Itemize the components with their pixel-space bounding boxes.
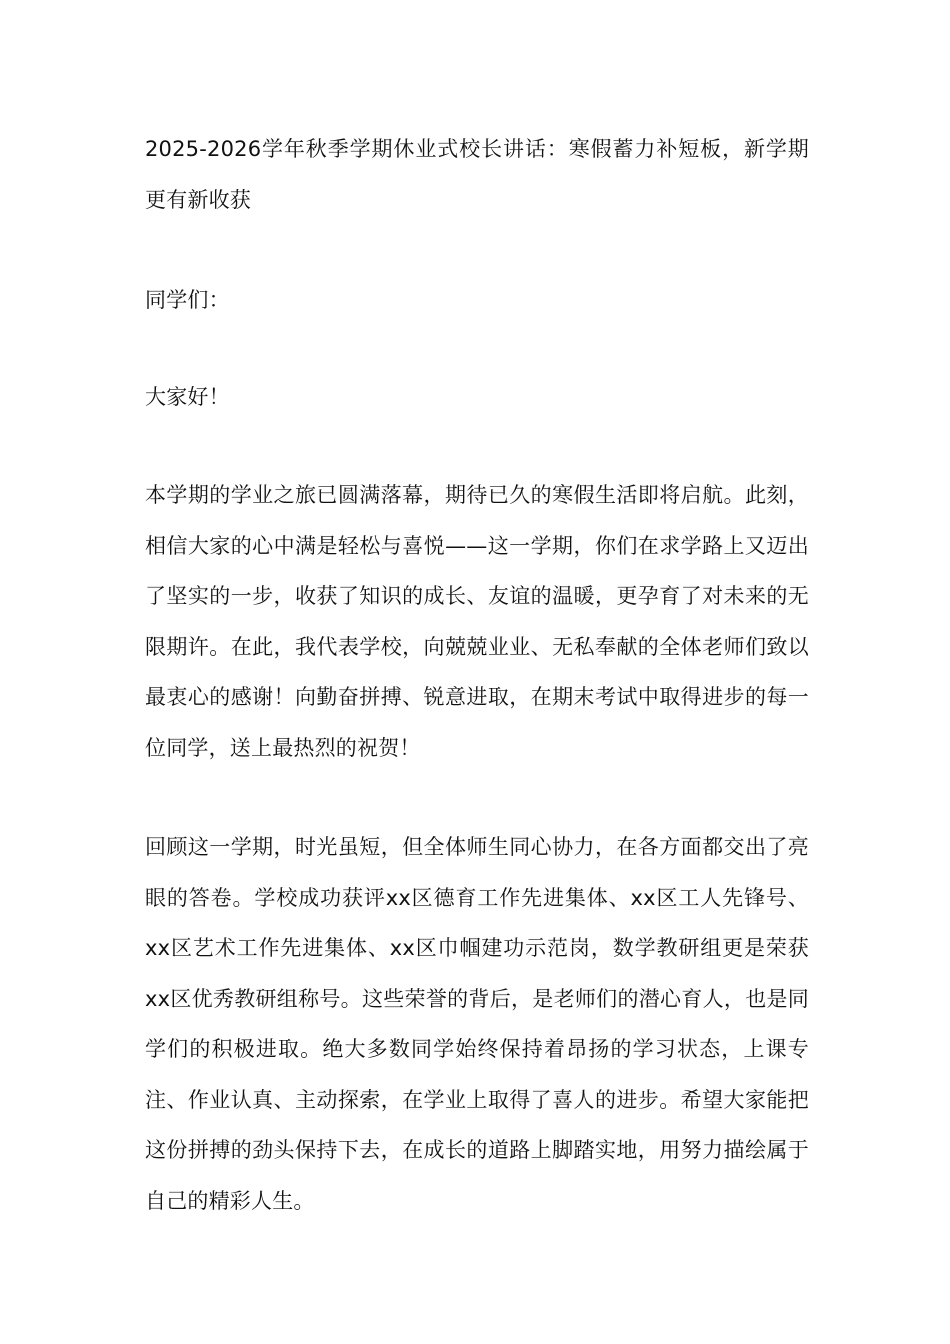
document-title: 2025-2026学年秋季学期休业式校长讲话：寒假蓄力补短板，新学期更有新收获: [145, 137, 809, 212]
paragraph-1: 本学期的学业之旅已圆满落幕，期待已久的寒假生活即将启航。此刻，相信大家的心中满是轻松与喜悦——这一学期，你们在求学路上又迈出了坚实的一步，收获了知识的成长、友谊的温暖，更孕育了对未来的无限期许。在此，我代表学校，向兢兢业业、无私奉献的全体老师们致以最衷心的感谢！向勤奋拼搏、锐意进取，在期末考试中取得进步的每一位同学，送上最热烈的祝贺！: [145, 483, 809, 760]
paragraph-2: 回顾这一学期，时光虽短，但全体师生同心协力，在各方面都交出了亮眼的答卷。学校成功获评xx区德育工作先进集体、xx区工人先锋号、xx区艺术工作先进集体、xx区巾帼建功示范岗，数学教研组更是荣获xx区优秀教研组称号。这些荣誉的背后，是老师们的潜心育人，也是同学们的积极进取。绝大多数同学始终保持着昂扬的学习状态，上课专注、作业认真、主动探索，在学业上取得了喜人的进步。希望大家能把这份拼搏的劲头保持下去，在成长的道路上脚踏实地，用努力描绘属于自己的精彩人生。: [145, 835, 809, 1213]
greeting: 大家好！: [145, 384, 230, 409]
salutation: 同学们：: [145, 288, 230, 312]
document-body: [145, 124, 809, 1226]
